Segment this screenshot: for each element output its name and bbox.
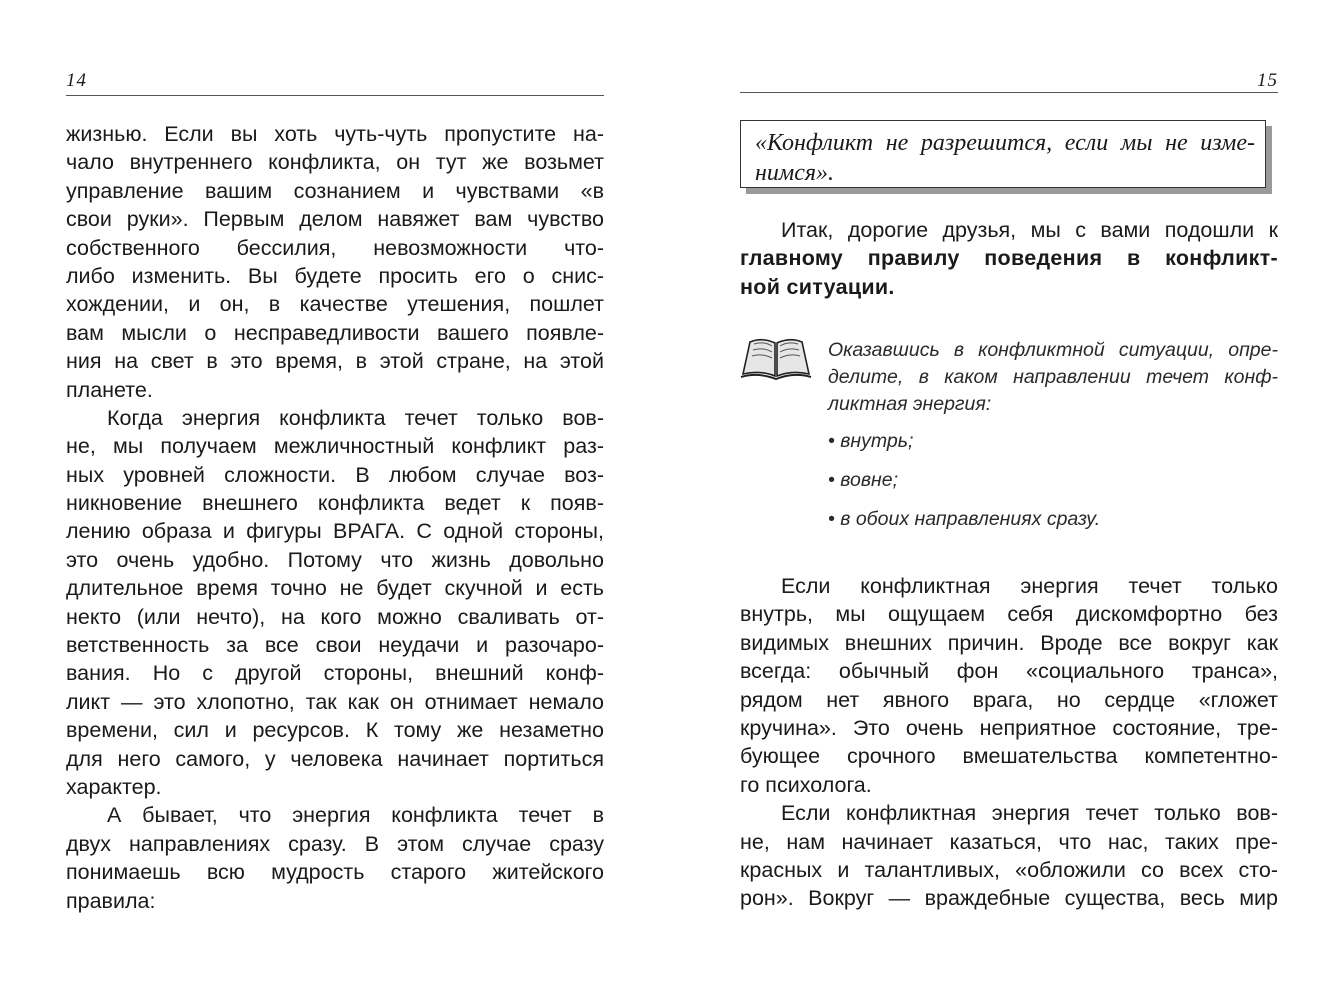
text-line: кручина». Это очень неприятное состояние, тре-: [740, 715, 1278, 740]
text-line: Если конфликтная энергия течет только: [781, 574, 1278, 598]
text-line: красных и талантливых, «обложили со всех сто-: [740, 857, 1278, 882]
exercise-text: [828, 337, 1278, 418]
text-line: вам мысли о несправедливости вашего появле-: [66, 320, 604, 345]
quote-text: [755, 128, 1255, 188]
text-line: некто (или нечто), на кого можно сваливать от-: [66, 604, 604, 629]
text-line: правила:: [66, 888, 156, 913]
header-rule: [66, 95, 604, 96]
text-line: планете.: [66, 377, 153, 402]
header-rule: [740, 92, 1278, 93]
exercise-line: ликтная энергия:: [828, 393, 992, 415]
right-body-text: [740, 572, 1278, 913]
text-line: рядом нет явного врага, но сердце «гложет: [740, 687, 1278, 712]
text-line: вания. Но с другой стороны, внешний конф-: [66, 661, 604, 686]
bullet-item: • вовне;: [828, 469, 899, 491]
intro-line: Итак, дорогие друзья, мы с вами подошли к: [781, 218, 1278, 242]
open-book-icon: [740, 334, 812, 380]
bullet-item: • в обоих направлениях сразу.: [828, 508, 1101, 530]
intro-bold-line: главному правилу поведения в конфликт-: [740, 246, 1278, 271]
text-line: не, мы получаем межличностный конфликт раз-: [66, 434, 604, 459]
quote-box: [740, 120, 1278, 200]
text-line: ных уровней сложности. В любом случае воз-: [66, 462, 604, 487]
text-line: времени, сил и ресурсов. К тому же незаметно: [66, 718, 604, 743]
text-line: понимаешь всю мудрость старого житейского: [66, 860, 604, 885]
text-line: не, нам начинает казаться, что нас, таких пре-: [740, 829, 1278, 854]
quote-line: «Конфликт не разрешится, если мы не изме-: [755, 130, 1255, 156]
text-line: Когда энергия конфликта течет только вов-: [107, 405, 604, 430]
text-line: никновение внешнего конфликта ведет к появ-: [66, 491, 604, 516]
text-line: чало внутреннего конфликта, он тут же возьмет: [66, 150, 604, 175]
text-line: го психолога.: [740, 772, 872, 797]
text-line: ветственность за все свои неудачи и разочаро-: [66, 633, 604, 658]
text-line: для него самого, у человека начинает портиться: [66, 746, 604, 771]
text-line: собственного бессилия, невозможности что-: [66, 235, 604, 260]
text-line: видимых внешних причин. Вроде все вокруг как: [740, 630, 1278, 655]
exercise-line: Оказавшись в конфликтной ситуации, опре-: [828, 339, 1278, 361]
text-line: бующее срочного вмешательства компетентно-: [740, 744, 1278, 769]
text-line: ликт — это хлопотно, так как он отнимает немало: [66, 689, 604, 714]
text-line: Если конфликтная энергия течет только вов-: [781, 801, 1278, 826]
page-number: 15: [1257, 70, 1278, 91]
text-line: ния на свет в это время, в этой стране, на этой: [66, 349, 604, 374]
intro-bold-line: ной ситуации.: [740, 274, 895, 299]
text-line: жизнью. Если вы хоть чуть-чуть пропустите на-: [66, 122, 604, 146]
text-line: хождении, и он, в качестве утешения, пошлет: [66, 292, 604, 317]
text-line: лению образа и фигуры ВРАГА. С одной стороны,: [66, 519, 604, 544]
quote-line: нимся».: [755, 160, 835, 186]
text-line: либо изменить. Вы будете просить его о снис-: [66, 263, 604, 288]
quote-frame: [740, 120, 1266, 188]
text-line: длительное время точно не будет скучной и есть: [66, 576, 604, 601]
text-line: это очень удобно. Потому что жизнь довольно: [66, 547, 604, 572]
text-line: свои руки». Первым делом навяжет вам чувство: [66, 207, 604, 232]
exercise-line: делите, в каком направлении течет конф-: [828, 366, 1278, 388]
text-line: характер.: [66, 774, 162, 799]
text-line: двух направлениях сразу. В этом случае сразу: [66, 831, 604, 856]
text-line: управление вашим сознанием и чувствами «в: [66, 178, 604, 203]
page-number: 14: [66, 70, 87, 91]
bullet-item: • внутрь;: [828, 430, 914, 452]
intro-paragraph: [740, 216, 1278, 301]
text-line: внутрь, мы ощущаем себя дискомфортно без: [740, 602, 1278, 627]
text-line: рон». Вокруг — враждебные существа, весь мир: [740, 886, 1278, 911]
left-body-text: [66, 120, 604, 915]
text-line: всегда: обычный фон «социального транса»,: [740, 659, 1278, 684]
text-line: А бывает, что энергия конфликта течет в: [107, 803, 604, 828]
